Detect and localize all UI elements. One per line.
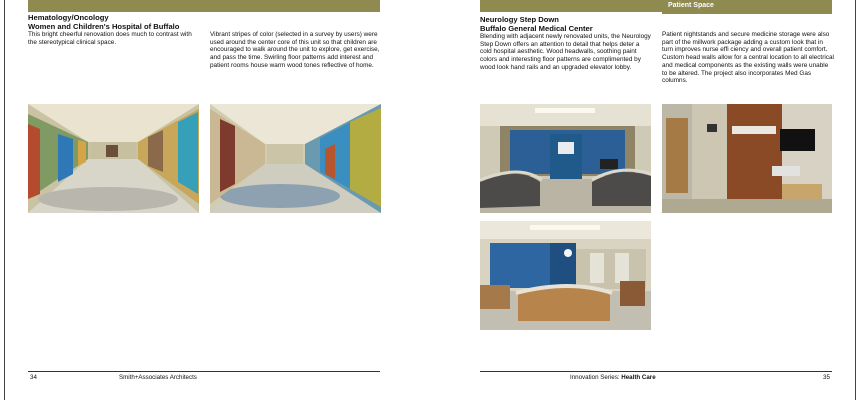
left-title-line1: Hematology/Oncology — [28, 13, 109, 22]
right-title-line1: Neurology Step Down — [480, 15, 559, 24]
left-footer-firm: Smith+Associates Architects — [119, 374, 197, 381]
lobby-photo — [480, 221, 651, 330]
nurse-station-photo — [480, 104, 651, 213]
left-description-text: Vibrant stripes of color (selected in a survey by users) were used around the center core of this unit so that children are encouraged to walk around the unit to explore, get exercise, and pass the time. Swirling floor patterns add interest and patient rooms house warm wood tones reflective of home. — [210, 31, 380, 69]
right-title-line2: Buffalo General Medical Center — [480, 23, 593, 33]
right-page-number: 35 — [823, 374, 830, 381]
footer-series-topic: Health Care — [621, 374, 656, 381]
left-title — [28, 14, 278, 31]
left-header-bar — [28, 0, 380, 12]
section-tab-label: Patient Space — [668, 2, 714, 9]
right-page-border — [855, 0, 856, 400]
right-title — [480, 16, 660, 33]
patient-room-photo — [662, 104, 832, 213]
left-title-line2: Women and Children's Hospital of Buffalo — [28, 21, 180, 31]
left-page-border — [4, 0, 5, 400]
right-description-text: Patient nightstands and secure medicine storage were also part of the millwork package adding a custom look that in turn improves nurse effi ciency and overall patient comfort. Custom head walls allow for a central location to all electrical and medical components as the existing walls were unable to be altered. The project also incorporates Med Gas columns. — [662, 31, 834, 85]
hallway-photo-1 — [28, 104, 199, 213]
left-footer-rule — [28, 371, 380, 372]
left-page-number: 34 — [30, 374, 37, 381]
footer-series-label: Innovation Series: — [570, 374, 620, 381]
right-footer-series — [570, 374, 656, 382]
right-header-bar — [480, 0, 662, 12]
hallway-photo-2 — [210, 104, 381, 213]
section-tab — [662, 0, 832, 14]
left-intro-text: This bright cheerful renovation does much to contrast with the stereotypical clinical space. — [28, 31, 192, 46]
right-footer-rule — [480, 371, 832, 372]
right-intro-text: Blending with adjacent newly renovated units, the Neurology Step Down offers an attention to detail that helps deter a cold hospital aesthetic. Wood headwalls, soothing paint colors and interesting floor patterns are complimented by wood look hand rails and an upgraded elevator lobby. — [480, 33, 651, 71]
